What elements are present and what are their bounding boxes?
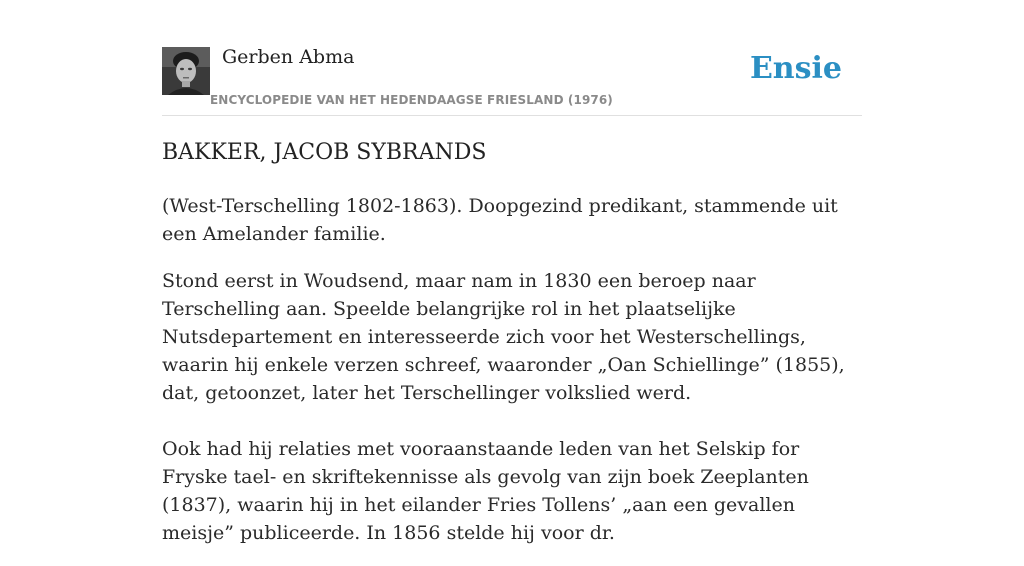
header-divider [162,115,862,116]
article-paragraph: Stond eerst in Woudsend, maar nam in 1830 een beroep naar Terschelling aan. Speelde belangrijke rol in het plaatselijke Nutsdepartement en interesseerde zich voor het Westerschellings, waarin hij enkele verzen schreef, waaronder „Oan Schiellinge” (1855), dat, getoonzet, later het Terschellinger volkslied werd. [162,270,845,404]
ensie-logo[interactable]: Ensie [749,51,842,86]
portrait-image [162,47,210,95]
author-name[interactable]: Gerben Abma [222,46,355,68]
source-label[interactable]: ENCYCLOPEDIE VAN HET HEDENDAAGSE FRIESLAND (1976) [210,93,613,107]
article-title: BAKKER, JACOB SYBRANDS [162,140,487,165]
article-body [162,192,864,566]
article-paragraph: Ook had hij relaties met vooraanstaande leden van het Selskip for Fryske tael- en skriftekennisse als gevolg van zijn boek Zeeplanten (1837), waarin hij in het eilander Fries Tollens’ „aan een gevallen meisje” publiceerde. In 1856 stelde hij voor dr. [162,438,809,544]
author-avatar[interactable] [162,47,210,95]
article-paragraph: (West-Terschelling 1802-1863). Doopgezind predikant, stammende uit een Amelander familie. [162,195,838,245]
